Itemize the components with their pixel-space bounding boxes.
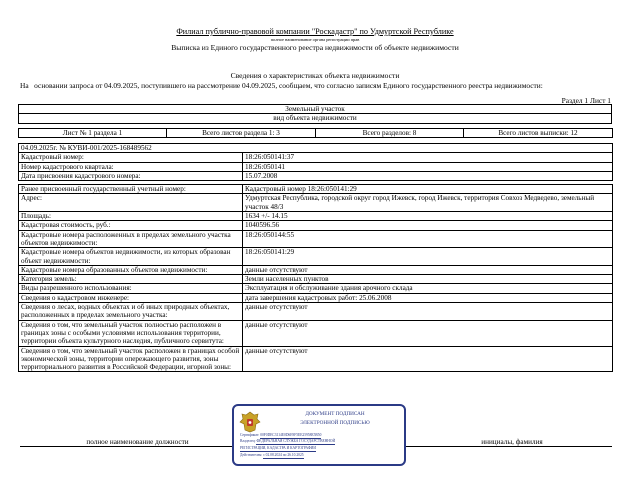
cadastral-date: 15.07.2008 <box>243 171 613 180</box>
object-type: Земельный участок <box>19 105 612 114</box>
stamp-validity: Действителен: с 02.08.2024 по 26.10.2025 <box>240 453 304 457</box>
cadastral-number: 18:26:050141:37 <box>243 153 613 162</box>
sheet-number: Лист № 1 раздела 1 <box>19 129 167 138</box>
characteristics-table <box>18 143 613 372</box>
table-row: Сведения о кадастровом инженере: дата завершения кадастровых работ: 25.06.2008 <box>19 293 613 302</box>
info-title: Сведения о характеристиках объекта недвижимости <box>230 71 400 80</box>
name-caption: инициалы, фамилия <box>481 438 543 446</box>
stamp-certificate: Сертификат: 00F0DEC3114E0D6E9F5EE25958E5B50 <box>240 433 322 437</box>
table-row: Кадастровая стоимость, руб.: 1040596.56 <box>19 221 613 230</box>
extract-sheets-total: Всего листов выписки: 12 <box>464 129 613 138</box>
e-signature-stamp <box>232 404 406 466</box>
area-value: 1634 +/- 14.15 <box>243 212 613 221</box>
basis-text: На основании запроса от 04.09.2025, поступившего на рассмотрение 04.09.2025, сообщаем, что согласно записям Единого государственного реестра недвижимости: <box>20 81 543 90</box>
table-row: Кадастровые номера объектов недвижимости, из которых образован объект недвижимости: 18:26:050141:29 <box>19 248 613 266</box>
object-type-table <box>18 104 612 124</box>
sheet-info-table <box>18 128 613 138</box>
extract-title: Выписка из Единого государственного реестра недвижимости об объекте недвижимости <box>171 43 459 52</box>
table-row: Категория земель: Земли населенных пунктов <box>19 275 613 284</box>
table-row: Кадастровые номера расположенных в пределах земельного участка объектов недвижимости: 18:26:050144:55 <box>19 230 613 248</box>
sections-total: Всего разделов: 8 <box>316 129 464 138</box>
request-date-number: 04.09.2025г. № КУВИ-001/2025-168489562 <box>19 144 613 153</box>
table-row: Виды разрешенного использования: Эксплуатация и обслуживание здания арочного склада <box>19 284 613 293</box>
table-row: Сведения о том, что земельный участок расположен в границах особой экономической зоны, территории опережающего развития, зоны территориального развития в Российской Федерации, игорной зоны: данные отсутствуют <box>19 346 613 372</box>
section-sheets-total: Всего листов раздела 1: 3 <box>167 129 316 138</box>
land-category: Земли населенных пунктов <box>243 275 613 284</box>
stamp-owner-cont: РЕГИСТРАЦИИ, КАДАСТРА И КАРТОГРАФИИ <box>240 446 316 450</box>
table-row: Ранее присвоенный государственный учетный номер: Кадастровый номер 18:26:050141:29 <box>19 185 613 194</box>
cadastral-quarter: 18:26:050141 <box>243 162 613 171</box>
address-value: Удмуртская Республика, городской округ город Ижевск, город Ижевск, территория Совхоз Медведево, земельный участок 48/3 <box>243 194 613 212</box>
org-note: полное наименование органа регистрации прав <box>270 37 360 42</box>
table-row: Дата присвоения кадастрового номера: 15.07.2008 <box>19 171 613 180</box>
cadastral-value: 1040596.56 <box>243 221 613 230</box>
object-type-caption: вид объекта недвижимости <box>19 114 612 123</box>
coat-of-arms-icon <box>239 410 261 434</box>
table-row: Номер кадастрового квартала: 18:26:050141 <box>19 162 613 171</box>
table-row: Адрес: Удмуртская Республика, городской округ город Ижевск, город Ижевск, территория Совхоз Медведево, земельный участок 48/3 <box>19 194 613 212</box>
org-name: Филиал публично-правовой компании "Роскадастр" по Удмуртской Республике <box>176 27 454 36</box>
table-row: Сведения о том, что земельный участок полностью расположен в границах зоны с особыми условиями использования территории, территории объекта культурного наследия, публичного сервитута: данные отсутствуют <box>19 320 613 346</box>
table-row: Кадастровый номер: 18:26:050141:37 <box>19 153 613 162</box>
table-row: Кадастровые номера образованных объектов недвижимости: данные отсутствуют <box>19 265 613 274</box>
table-row: Сведения о лесах, водных объектах и об иных природных объектах, расположенных в пределах земельного участка: данные отсутствуют <box>19 303 613 321</box>
table-row: Площадь: 1634 +/- 14.15 <box>19 212 613 221</box>
stamp-line-1: ДОКУМЕНТ ПОДПИСАН <box>305 411 365 417</box>
permitted-use: Эксплуатация и обслуживание здания арочного склада <box>243 284 613 293</box>
section-label: Раздел 1 Лист 1 <box>561 96 611 105</box>
position-caption: полное наименование должности <box>86 438 189 446</box>
stamp-line-2: ЭЛЕКТРОННОЙ ПОДПИСЬЮ <box>300 420 370 426</box>
stamp-owner: Владелец: ФЕДЕРАЛЬНАЯ СЛУЖБА ГОСУДАРСТВЕННОЙ <box>240 439 336 443</box>
